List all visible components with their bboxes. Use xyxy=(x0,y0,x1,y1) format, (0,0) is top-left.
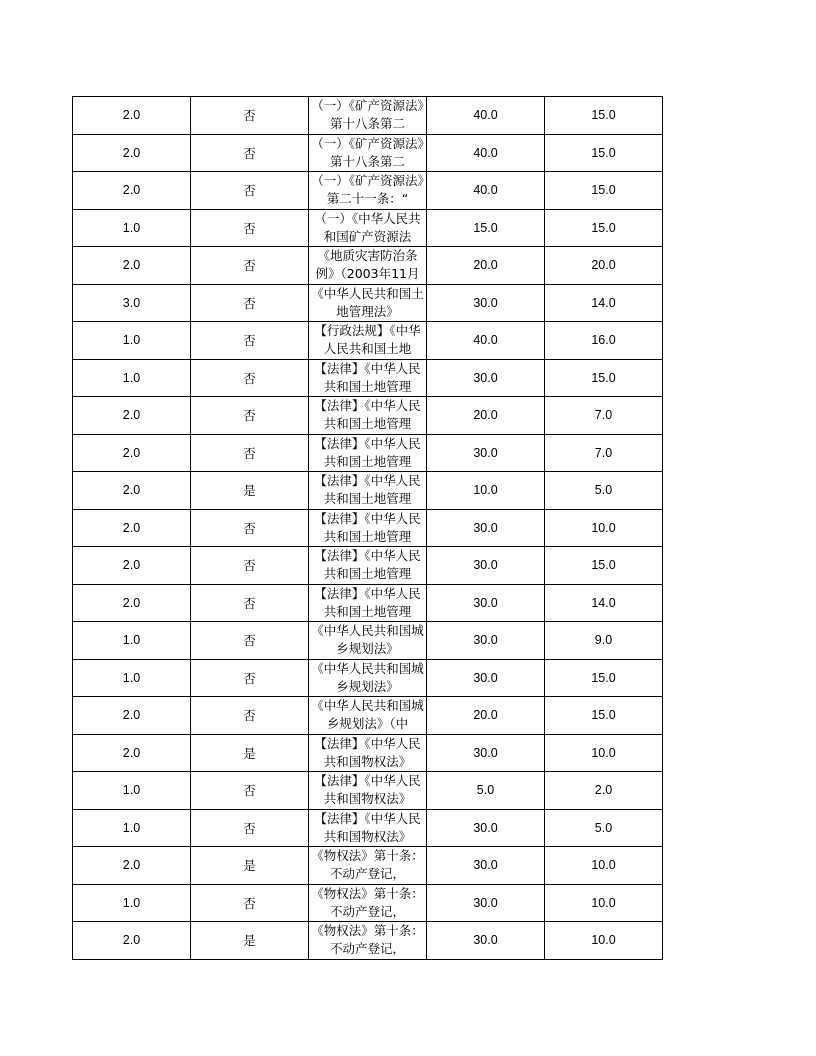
col-a-cell: 2.0 xyxy=(73,472,191,510)
col-d-cell: 30.0 xyxy=(427,659,545,697)
law-reference-text: 【法律】《中华人民共和国土地管理 xyxy=(314,585,421,619)
col-a-cell: 2.0 xyxy=(73,172,191,210)
col-d-cell: 15.0 xyxy=(427,209,545,247)
table-row xyxy=(73,284,663,322)
law-reference-text: 【法律】《中华人民共和国土地管理 xyxy=(314,548,421,582)
law-reference-text: （一）《中华人民共和国矿产资源法 xyxy=(314,210,421,244)
law-reference-cell xyxy=(309,509,427,547)
table-row xyxy=(73,397,663,435)
col-d-cell: 30.0 xyxy=(427,884,545,922)
law-reference-text: 《物权法》第十条：不动产登记， xyxy=(311,848,424,882)
col-d-cell: 30.0 xyxy=(427,547,545,585)
col-a-cell: 2.0 xyxy=(73,847,191,885)
law-reference-cell xyxy=(309,547,427,585)
law-reference-cell xyxy=(309,134,427,172)
law-reference-text: 《中华人民共和国城乡规划法》（中 xyxy=(311,698,424,732)
law-reference-cell xyxy=(309,322,427,360)
table-row xyxy=(73,434,663,472)
col-b-cell: 否 xyxy=(191,97,309,135)
table-row xyxy=(73,697,663,735)
col-b-cell: 否 xyxy=(191,322,309,360)
table-row xyxy=(73,134,663,172)
law-reference-cell xyxy=(309,284,427,322)
col-d-cell: 30.0 xyxy=(427,809,545,847)
law-reference-cell xyxy=(309,584,427,622)
law-reference-cell xyxy=(309,884,427,922)
col-e-cell: 5.0 xyxy=(545,809,663,847)
table-row xyxy=(73,247,663,285)
col-e-cell: 5.0 xyxy=(545,472,663,510)
law-reference-cell xyxy=(309,772,427,810)
col-e-cell: 10.0 xyxy=(545,847,663,885)
law-reference-text: 【法律】《中华人民共和国土地管理 xyxy=(314,435,421,469)
col-b-cell: 是 xyxy=(191,847,309,885)
col-d-cell: 40.0 xyxy=(427,172,545,210)
col-e-cell: 15.0 xyxy=(545,697,663,735)
col-d-cell: 20.0 xyxy=(427,697,545,735)
col-a-cell: 1.0 xyxy=(73,884,191,922)
col-b-cell: 否 xyxy=(191,697,309,735)
law-reference-text: 【法律】《中华人民共和国物权法》 xyxy=(314,810,421,844)
data-table xyxy=(72,96,663,960)
col-d-cell: 30.0 xyxy=(427,509,545,547)
table-row xyxy=(73,809,663,847)
col-d-cell: 30.0 xyxy=(427,359,545,397)
col-b-cell: 否 xyxy=(191,659,309,697)
col-e-cell: 16.0 xyxy=(545,322,663,360)
table-row xyxy=(73,547,663,585)
col-b-cell: 是 xyxy=(191,734,309,772)
table-row xyxy=(73,509,663,547)
col-b-cell: 否 xyxy=(191,547,309,585)
law-reference-cell xyxy=(309,659,427,697)
col-b-cell: 否 xyxy=(191,772,309,810)
table-row xyxy=(73,847,663,885)
col-b-cell: 否 xyxy=(191,247,309,285)
col-a-cell: 2.0 xyxy=(73,434,191,472)
col-d-cell: 20.0 xyxy=(427,397,545,435)
col-d-cell: 40.0 xyxy=(427,134,545,172)
col-a-cell: 2.0 xyxy=(73,547,191,585)
law-reference-text: 【法律】《中华人民共和国土地管理 xyxy=(314,398,421,432)
col-a-cell: 2.0 xyxy=(73,397,191,435)
law-reference-cell xyxy=(309,397,427,435)
table-row xyxy=(73,734,663,772)
col-e-cell: 15.0 xyxy=(545,172,663,210)
law-reference-text: 《物权法》第十条：不动产登记， xyxy=(311,923,424,957)
col-b-cell: 否 xyxy=(191,397,309,435)
law-reference-text: 【法律】《中华人民共和国土地管理 xyxy=(314,510,421,544)
col-a-cell: 3.0 xyxy=(73,284,191,322)
col-e-cell: 2.0 xyxy=(545,772,663,810)
table-row xyxy=(73,922,663,960)
col-d-cell: 40.0 xyxy=(427,97,545,135)
law-reference-cell xyxy=(309,359,427,397)
col-e-cell: 15.0 xyxy=(545,547,663,585)
col-b-cell: 是 xyxy=(191,922,309,960)
col-a-cell: 1.0 xyxy=(73,322,191,360)
law-reference-cell xyxy=(309,622,427,660)
law-reference-text: 【法律】《中华人民共和国土地管理 xyxy=(314,473,421,507)
table-row xyxy=(73,659,663,697)
col-e-cell: 20.0 xyxy=(545,247,663,285)
col-e-cell: 15.0 xyxy=(545,134,663,172)
table-row xyxy=(73,359,663,397)
col-a-cell: 2.0 xyxy=(73,134,191,172)
law-reference-text: 【法律】《中华人民共和国物权法》 xyxy=(314,773,421,807)
law-reference-cell xyxy=(309,922,427,960)
law-reference-cell xyxy=(309,97,427,135)
col-d-cell: 30.0 xyxy=(427,584,545,622)
col-b-cell: 否 xyxy=(191,584,309,622)
table-row xyxy=(73,884,663,922)
col-b-cell: 是 xyxy=(191,472,309,510)
col-b-cell: 否 xyxy=(191,172,309,210)
col-a-cell: 2.0 xyxy=(73,922,191,960)
col-a-cell: 1.0 xyxy=(73,659,191,697)
law-reference-text: （一）《矿产资源法》第十八条第二 xyxy=(311,135,424,169)
col-b-cell: 否 xyxy=(191,622,309,660)
col-a-cell: 2.0 xyxy=(73,697,191,735)
col-a-cell: 1.0 xyxy=(73,772,191,810)
col-d-cell: 20.0 xyxy=(427,247,545,285)
col-d-cell: 30.0 xyxy=(427,734,545,772)
col-b-cell: 否 xyxy=(191,284,309,322)
table-row xyxy=(73,97,663,135)
col-e-cell: 15.0 xyxy=(545,209,663,247)
law-reference-cell xyxy=(309,247,427,285)
law-reference-text: 【法律】《中华人民共和国土地管理 xyxy=(314,360,421,394)
law-reference-text: 《中华人民共和国城乡规划法》 xyxy=(311,623,424,657)
col-d-cell: 30.0 xyxy=(427,847,545,885)
col-d-cell: 30.0 xyxy=(427,434,545,472)
col-d-cell: 30.0 xyxy=(427,622,545,660)
col-e-cell: 7.0 xyxy=(545,434,663,472)
col-e-cell: 9.0 xyxy=(545,622,663,660)
col-a-cell: 2.0 xyxy=(73,584,191,622)
law-reference-text: 【行政法规】《中华人民共和国土地 xyxy=(314,323,421,357)
law-reference-text: 《地质灾害防治条例》（2003年11月 xyxy=(315,248,420,282)
law-reference-cell xyxy=(309,172,427,210)
law-reference-cell xyxy=(309,434,427,472)
col-e-cell: 7.0 xyxy=(545,397,663,435)
col-a-cell: 1.0 xyxy=(73,359,191,397)
law-reference-cell xyxy=(309,209,427,247)
col-e-cell: 15.0 xyxy=(545,359,663,397)
col-a-cell: 1.0 xyxy=(73,209,191,247)
col-e-cell: 15.0 xyxy=(545,659,663,697)
table-row xyxy=(73,172,663,210)
col-a-cell: 1.0 xyxy=(73,622,191,660)
law-reference-text: 《中华人民共和国城乡规划法》 xyxy=(311,660,424,694)
law-reference-cell xyxy=(309,734,427,772)
law-reference-cell xyxy=(309,809,427,847)
col-e-cell: 10.0 xyxy=(545,509,663,547)
col-a-cell: 2.0 xyxy=(73,509,191,547)
table-row xyxy=(73,472,663,510)
table-row xyxy=(73,622,663,660)
law-reference-cell xyxy=(309,697,427,735)
law-reference-text: 【法律】《中华人民共和国物权法》 xyxy=(314,735,421,769)
table-row xyxy=(73,584,663,622)
law-reference-cell xyxy=(309,472,427,510)
col-e-cell: 14.0 xyxy=(545,284,663,322)
col-b-cell: 否 xyxy=(191,809,309,847)
col-d-cell: 40.0 xyxy=(427,322,545,360)
col-e-cell: 10.0 xyxy=(545,734,663,772)
law-reference-text: 《中华人民共和国土地管理法》 xyxy=(311,285,424,319)
col-d-cell: 30.0 xyxy=(427,284,545,322)
col-d-cell: 10.0 xyxy=(427,472,545,510)
law-reference-text: 《物权法》第十条：不动产登记， xyxy=(311,885,424,919)
col-b-cell: 否 xyxy=(191,884,309,922)
col-e-cell: 10.0 xyxy=(545,922,663,960)
col-e-cell: 14.0 xyxy=(545,584,663,622)
col-d-cell: 5.0 xyxy=(427,772,545,810)
law-reference-text: （一）《矿产资源法》第十八条第二 xyxy=(311,98,424,132)
col-e-cell: 10.0 xyxy=(545,884,663,922)
col-a-cell: 2.0 xyxy=(73,97,191,135)
col-b-cell: 否 xyxy=(191,359,309,397)
col-e-cell: 15.0 xyxy=(545,97,663,135)
table-body xyxy=(73,97,663,960)
table-row xyxy=(73,209,663,247)
col-b-cell: 否 xyxy=(191,209,309,247)
law-reference-text: （一）《矿产资源法》第二十一条：“ xyxy=(311,173,424,207)
col-b-cell: 否 xyxy=(191,509,309,547)
col-d-cell: 30.0 xyxy=(427,922,545,960)
col-a-cell: 1.0 xyxy=(73,809,191,847)
col-b-cell: 否 xyxy=(191,434,309,472)
col-a-cell: 2.0 xyxy=(73,247,191,285)
col-b-cell: 否 xyxy=(191,134,309,172)
table-row xyxy=(73,322,663,360)
col-a-cell: 2.0 xyxy=(73,734,191,772)
table-row xyxy=(73,772,663,810)
law-reference-cell xyxy=(309,847,427,885)
